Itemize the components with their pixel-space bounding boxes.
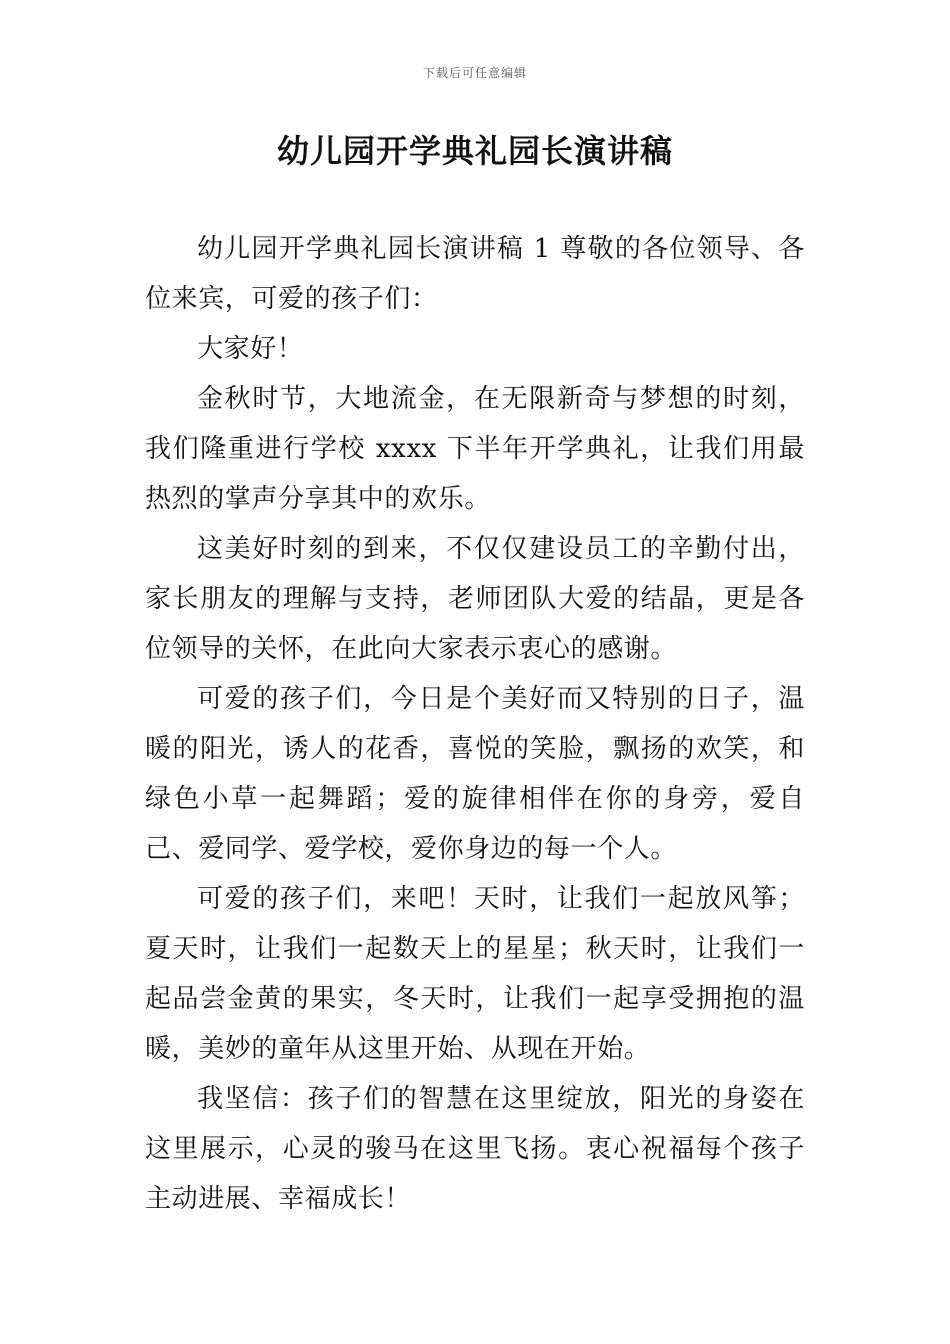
document-title: 幼儿园开学典礼园长演讲稿 — [276, 132, 673, 170]
paragraph: 可爱的孩子们，来吧！天时，让我们一起放风筝；夏天时，让我们一起数天上的星星；秋天时，让我们一起品尝金黄的果实，冬天时，让我们一起享受拥抱的温暖，美妙的童年从这里开始、从现在开始。 — [145, 884, 805, 1064]
paragraph: 我坚信：孩子们的智慧在这里绽放，阳光的身姿在这里展示，心灵的骏马在这里飞扬。衷心祝福每个孩子主动进展、幸福成长！ — [145, 1084, 805, 1214]
paragraph: 这美好时刻的到来，不仅仅建设员工的辛勤付出，家长朋友的理解与支持，老师团队大爱的结晶，更是各位领导的关怀，在此向大家表示衷心的感谢。 — [145, 534, 805, 664]
paragraph: 可爱的孩子们，今日是个美好而又特别的日子，温暖的阳光，诱人的花香，喜悦的笑脸，飘扬的欢笑，和绿色小草一起舞蹈；爱的旋律相伴在你的身旁，爱自己、爱同学、爱学校，爱你身边的每一个人。 — [145, 684, 805, 864]
paragraph: 幼儿园开学典礼园长演讲稿 1 尊敬的各位领导、各位来宾，可爱的孩子们： — [145, 234, 805, 314]
header-note: 下载后可任意编辑 — [422, 66, 527, 80]
document-body — [145, 224, 805, 1224]
paragraph: 大家好！ — [197, 334, 304, 364]
paragraph: 金秋时节，大地流金，在无限新奇与梦想的时刻，我们隆重进行学校 xxxx 下半年开学典礼，让我们用最热烈的掌声分享其中的欢乐。 — [145, 384, 805, 514]
